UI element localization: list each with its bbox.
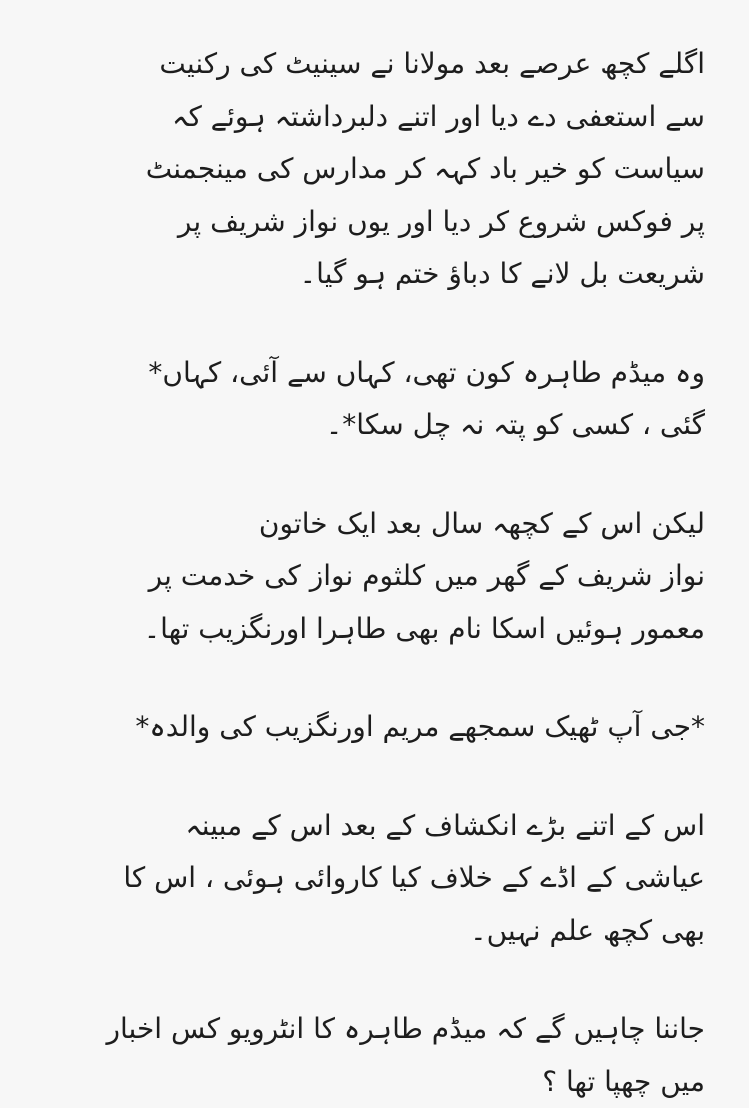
text-line: لیکن اس کے کچھہ سال بعد ایک خاتون xyxy=(46,498,705,551)
paragraph-1 xyxy=(46,38,705,301)
paragraph-2 xyxy=(46,347,705,452)
paragraph-5 xyxy=(46,800,705,958)
text-line: شریعت بل لانے کا دباؤ ختم ہو گیا۔ xyxy=(46,248,705,301)
text-line: اگلے کچھ عرصے بعد مولانا نے سینیٹ کی رکنیت xyxy=(46,38,705,91)
text-line: *جی آپ ٹھیک سمجھے مریم اورنگزیب کی والدہ* xyxy=(46,701,705,754)
text-line: نواز شریف کے گھر میں کلثوم نواز کی خدمت پر xyxy=(46,550,705,603)
text-line: سیاست کو خیر باد کہہ کر مدارس کی مینجمنٹ xyxy=(46,143,705,196)
text-line: گئی ، کسی کو پتہ نہ چل سکا*۔ xyxy=(46,399,705,452)
paragraph-3 xyxy=(46,498,705,656)
text-line: معمور ہوئیں اسکا نام بھی طاہرا اورنگزیب تھا۔ xyxy=(46,603,705,656)
text-line: عیاشی کے اڈے کے خلاف کیا کاروائی ہوئی ، اس کا xyxy=(46,852,705,905)
text-line: جاننا چاہیں گے کہ میڈم طاہرہ کا انٹرویو کس اخبار xyxy=(46,1003,705,1056)
text-line: پر فوکس شروع کر دیا اور یوں نواز شریف پر xyxy=(46,196,705,249)
text-line: اس کے اتنے بڑے انکشاف کے بعد اس کے مبینہ xyxy=(46,800,705,853)
paragraph-6 xyxy=(46,1003,705,1108)
paragraph-4 xyxy=(46,701,705,754)
text-line: بھی کچھ علم نہیں۔ xyxy=(46,905,705,958)
text-line: میں چھپا تھا ؟ xyxy=(46,1056,705,1108)
text-line: وہ میڈم طاہرہ کون تھی، کہاں سے آئی، کہاں* xyxy=(46,347,705,400)
text-line: سے استعفی دے دیا اور اتنے دلبرداشتہ ہوئے کہ xyxy=(46,91,705,144)
